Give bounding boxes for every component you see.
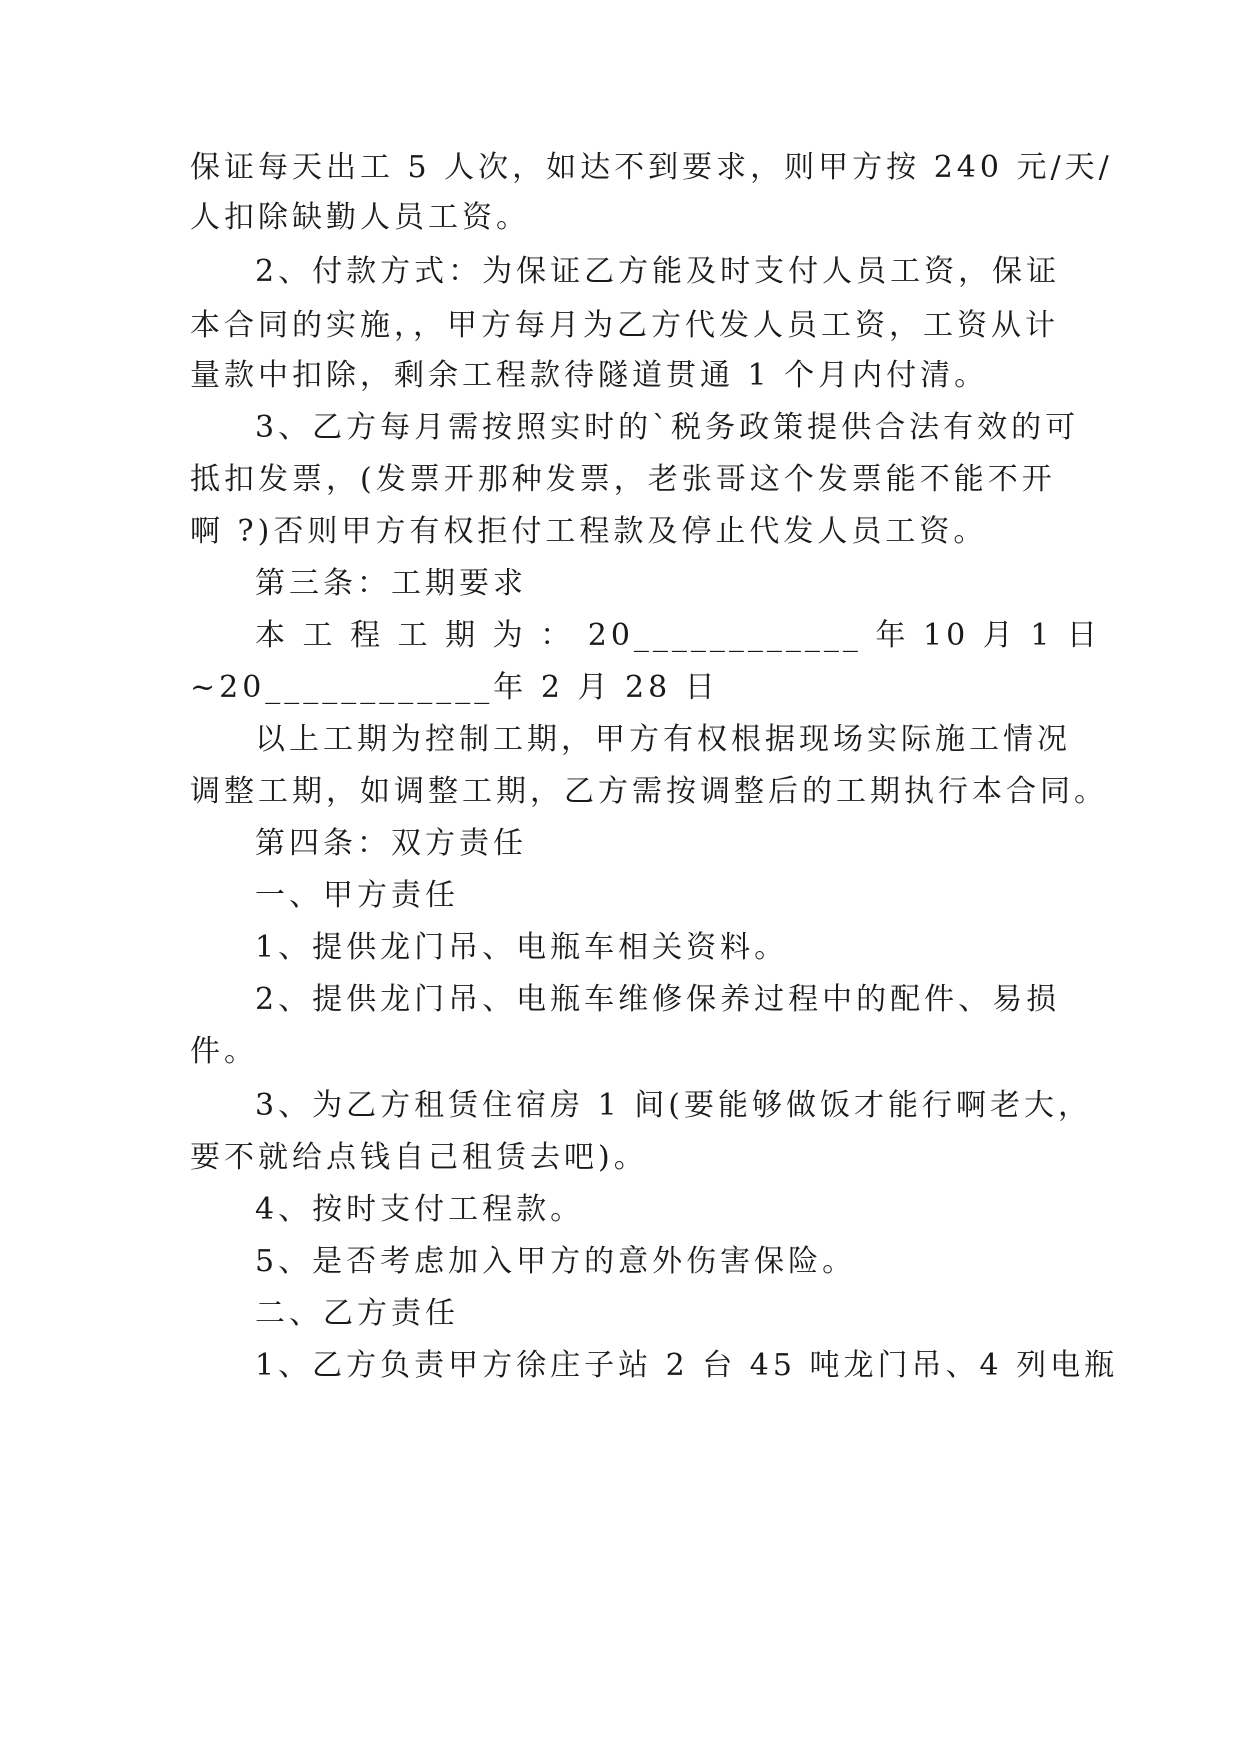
paragraph-line: 量款中扣除，剩余工程款待隧道贯通 1 个月内付清。 — [190, 358, 989, 393]
paragraph-line: 人扣除缺勤人员工资。 — [190, 200, 530, 235]
list-item: 2、提供龙门吊、电瓶车维修保养过程中的配件、易损 — [255, 982, 1061, 1017]
paragraph-line: 保证每天出工 5 人次，如达不到要求，则甲方按 240 元/天/ — [190, 150, 1113, 185]
paragraph-line: 本合同的实施，，甲方每月为乙方代发人员工资，工资从计 — [190, 308, 1059, 343]
section-heading: 第四条：双方责任 — [255, 826, 527, 861]
list-item: 4、按时支付工程款。 — [255, 1192, 585, 1227]
paragraph-line: 调整工期，如调整工期，乙方需按调整后的工期执行本合同。 — [190, 774, 1108, 809]
paragraph-line: 要不就给点钱自己租赁去吧)。 — [190, 1140, 648, 1175]
paragraph-line: 件。 — [190, 1034, 258, 1069]
subsection-heading: 二、乙方责任 — [255, 1296, 459, 1331]
list-item: 1、提供龙门吊、电瓶车相关资料。 — [255, 930, 789, 965]
paragraph-line: 啊 ?)否则甲方有权拒付工程款及停止代发人员工资。 — [190, 514, 988, 549]
paragraph-line: 以上工期为控制工期，甲方有权根据现场实际施工情况 — [255, 722, 1071, 757]
section-heading: 第三条：工期要求 — [255, 566, 527, 601]
paragraph-line: 2、付款方式：为保证乙方能及时支付人员工资，保证 — [255, 254, 1061, 289]
list-item: 5、是否考虑加入甲方的意外伤害保险。 — [255, 1244, 857, 1279]
list-item: 1、乙方负责甲方徐庄子站 2 台 45 吨龙门吊、4 列电瓶 — [255, 1348, 1119, 1383]
list-item: 3、为乙方租赁住宿房 1 间(要能够做饭才能行啊老大， — [255, 1088, 1092, 1123]
subsection-heading: 一、甲方责任 — [255, 878, 459, 913]
paragraph-line: 抵扣发票，(发票开那种发票，老张哥这个发票能不能不开 — [190, 462, 1056, 497]
paragraph-line: ~20____________年 2 月 28 日 — [190, 670, 719, 705]
paragraph-line: 3、乙方每月需按照实时的`税务政策提供合法有效的可 — [255, 410, 1080, 445]
paragraph-line: 本 工 程 工 期 为 ： 20____________ 年 10 月 1 日 — [255, 618, 1101, 653]
